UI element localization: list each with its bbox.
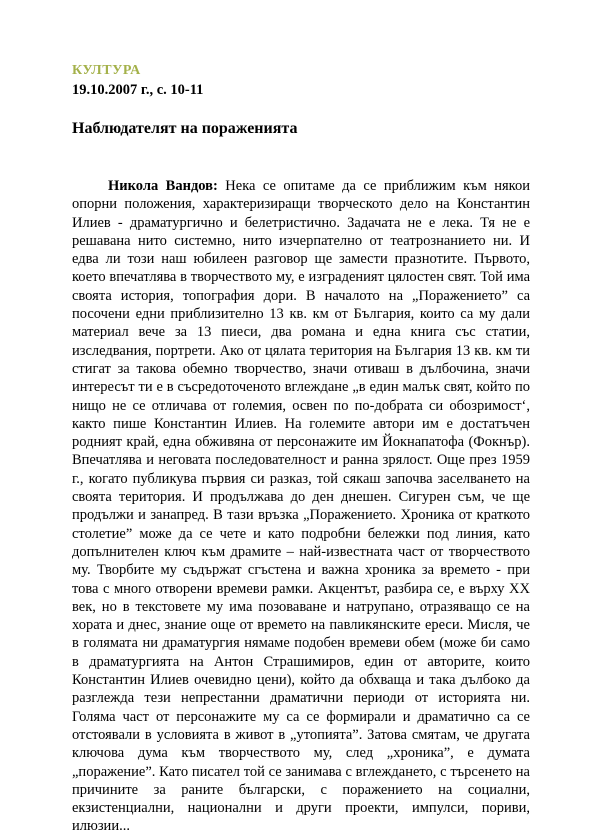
document-page (72, 62, 530, 836)
date-line: 19.10.2007 г., с. 10-11 (72, 82, 204, 98)
section-logo: КУЛТУРА (72, 63, 141, 78)
article-title: Наблюдателят на пораженията (72, 120, 298, 137)
author-name: Никола Вандов: (108, 178, 218, 194)
article-text: Нека се опитаме да се приближим към някои опорни положения, характеризиращи творческото дело на Константин Илиев - драматургично и белетристично. Задачата не е лека. Тя не е решавана нито системно, нито изчерпателно от театрознанието ни. И едва ли този наш юбилеен разговор ще замести празнотите. Първото, което впечатлява в творчеството му, е изграденият цялостен свят. Той има своята история, топография дори. В началото на „Поражението” са посочени едни приблизително 13 кв. км от България, които са му дали материал вече за 13 пиеси, два романа и една книга със статии, изследвания, портрети. Ако от цялата територия на България 13 кв. км ти стигат за такова обемно творчество, значи отиваш в дълбочина, значи интересът ти е в съсредоточеното вглеждане „в един малък свят, който по нищо не се отличава от големия, освен по по-добрата си обозримост‘, както пише Константин Илиев. На големите автори им е достатъчен родният край, една обживяна от персонажите им Йокнапатофа (Фокнър). Впечатлява и неговата последователност и ранна зрялост. Още през 1959 г., когато публикува първия си разказ, той сякаш започва заселването на своята територия. И продължава до ден днешен. Сигурен съм, че ще продължи и занапред. В тази връзка „Поражението. Хроника от краткото столетие” може да се чете и като подробни бележки под линия, като допълнителен ключ към драмите – най-известната част от творчеството му. Творбите му съдържат сгъстена и важна хроника за времето - при това с много отворени времеви рамки. Акцентът, разбира се, е върху XX век, но в текстовете му има позоваване и натрупано, отразяващо се на хората и днес, знание още от времето на павликянските ереси. Мисля, че в голямата ни драматургия нямаме подобен времеви обем (може би само в драматургията на Антон Страшимиров, един от авторите, които Константин Илиев очевидно цени), който да обхваща и така дълбоко да разглежда тези непрестанни драматични периоди от историята ни. Голяма част от персонажите му са се формирали и драматично са се отстоявали в условията в живот в „утопията”. Затова смятам, че другата ключова дума към творчеството му, след „хроника”, е думата „поражение”. Като писател той се занимава с вглеждането, с търсенето на причините за раните български, с поражението на социални, екзистенциални, национални и други проекти, импулси, пориви, илюзии... (72, 178, 530, 835)
article-body (72, 177, 530, 836)
